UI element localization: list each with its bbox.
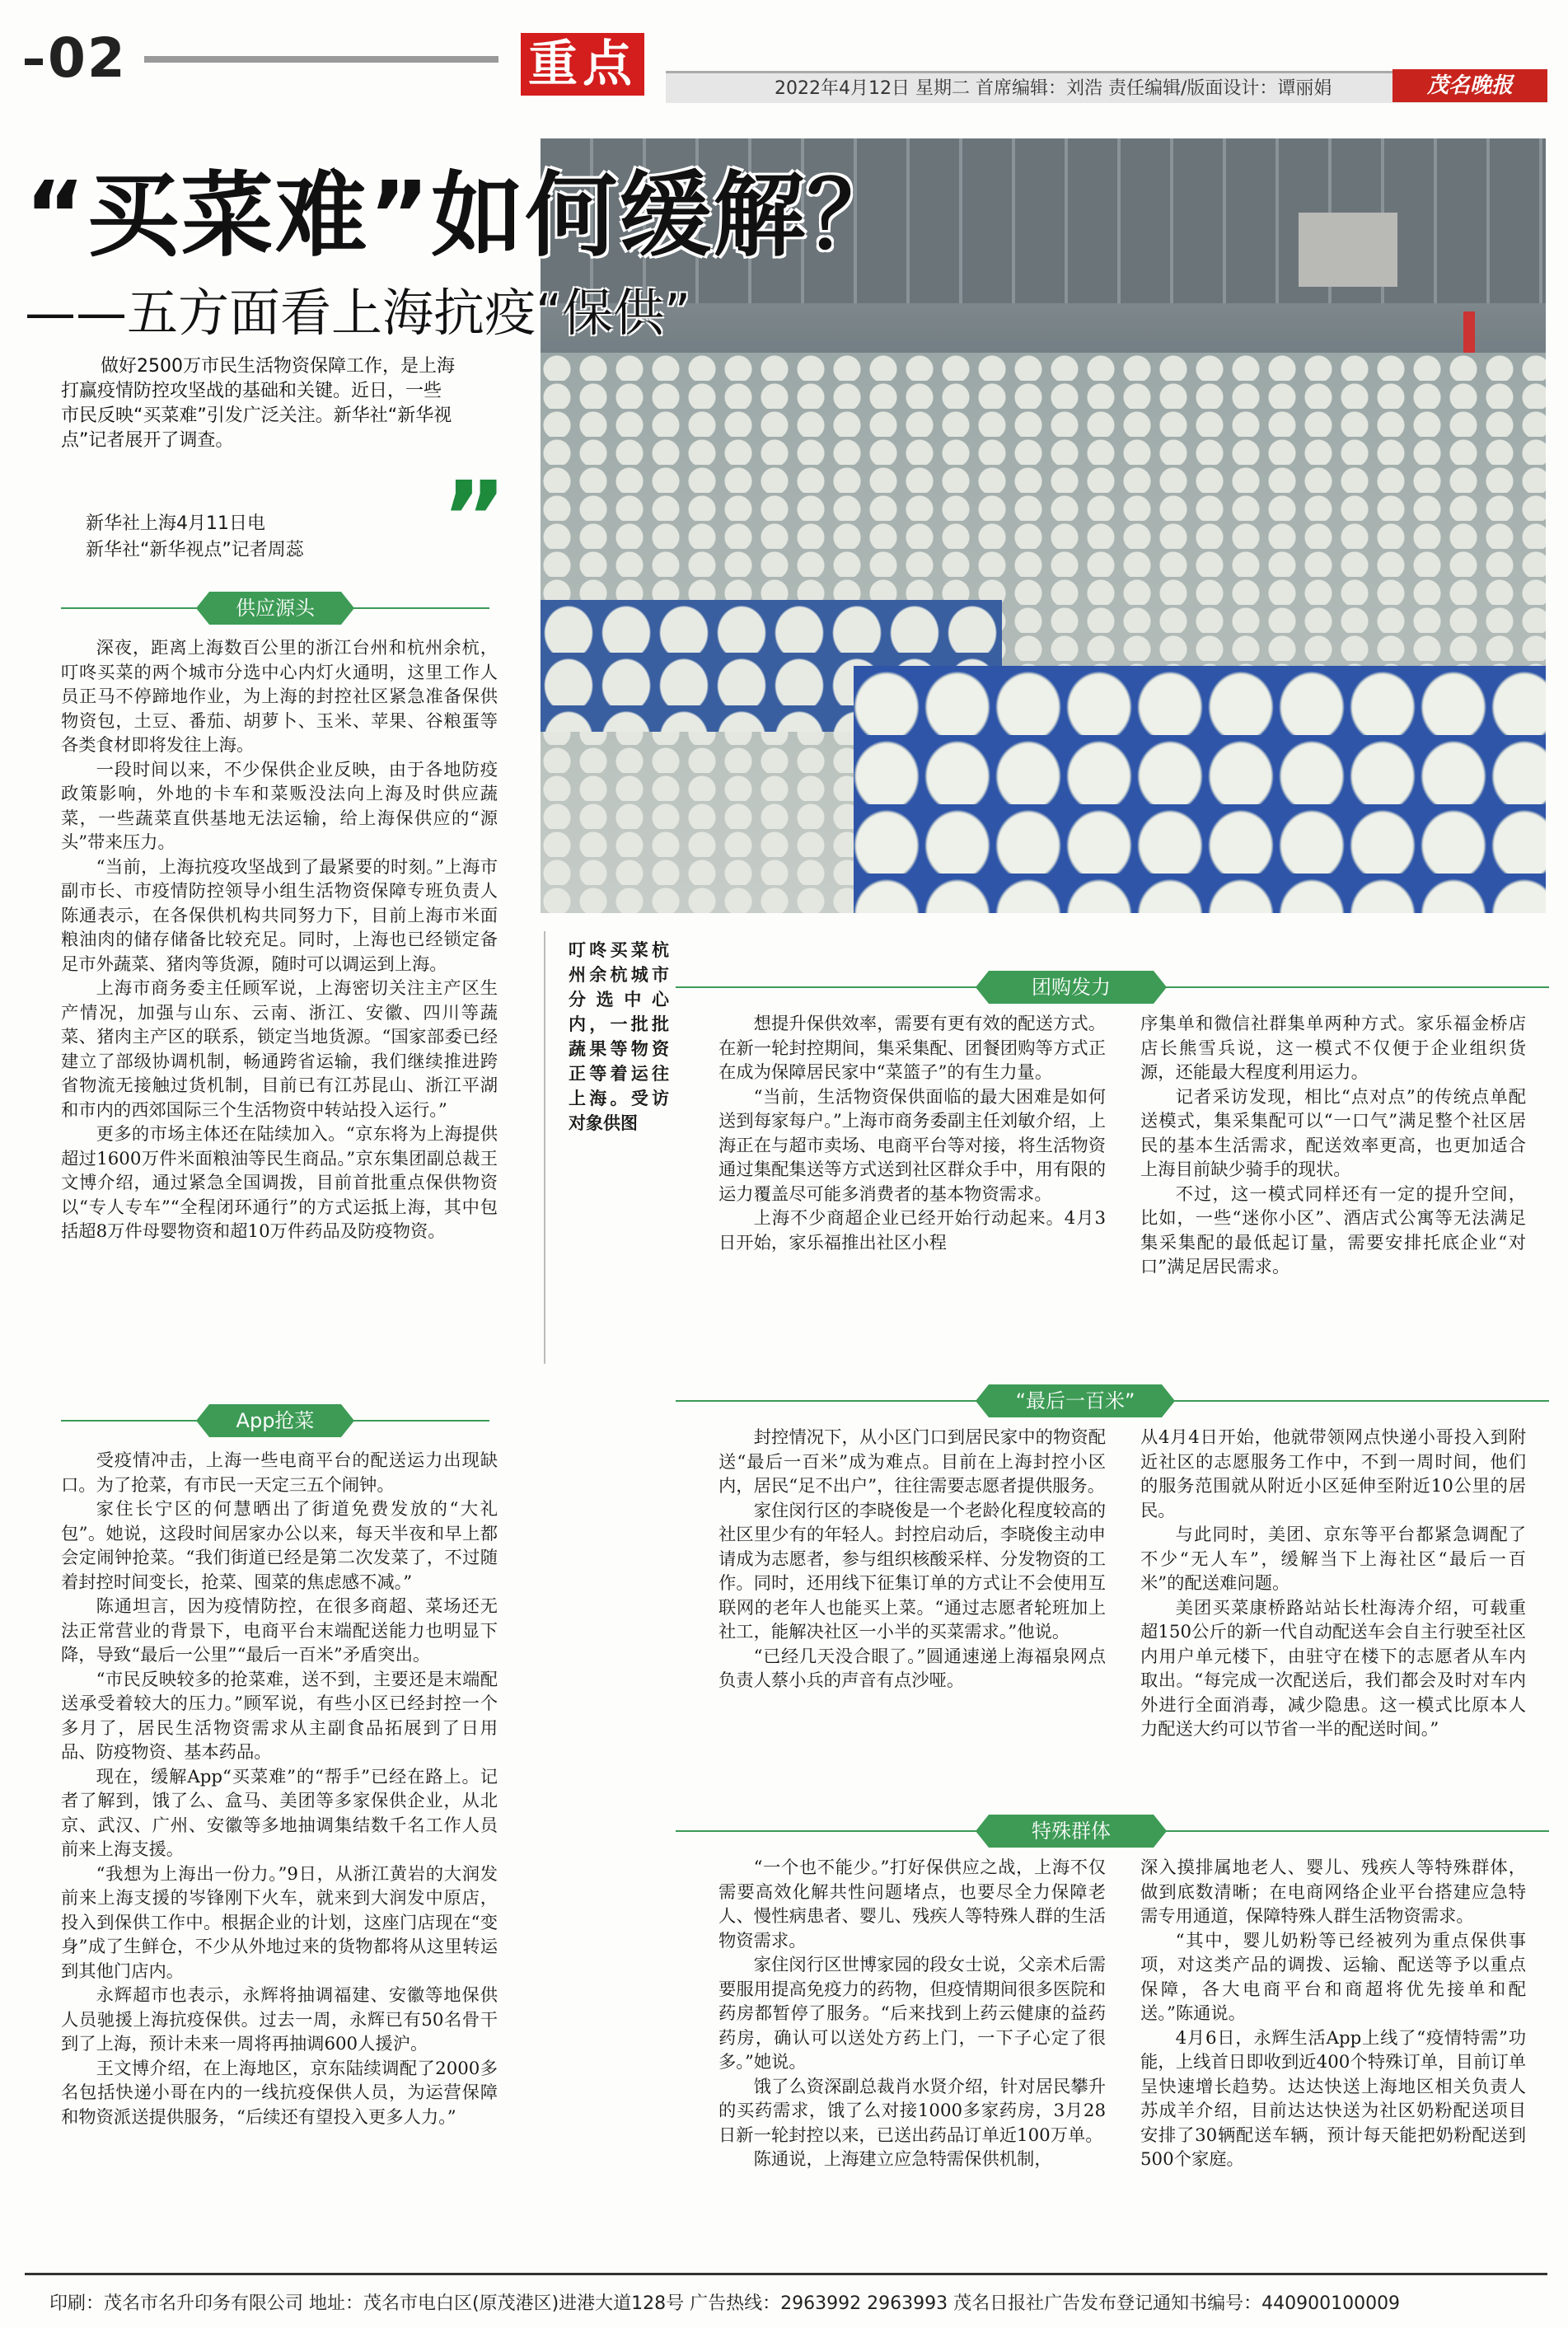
paragraph: “一个也不能少。”打好保供应之战，上海不仅需要高效化解共性问题堵点，也要尽全力保障老人、慢性病患者、婴儿、残疾人等特殊人群的生活物资需求。 [718,1857,1106,1951]
section-title: 特殊群体 [989,1815,1154,1848]
paragraph: 家住长宁区的何慧晒出了街道免费发放的“大礼包”。她说，这段时间居家办公以来，每天半夜和早上都会定闹钟抢菜。“我们街道已经是第二次发菜了，不过随着封控时间变长，抢菜、囤菜的焦虑感不减。” [61,1499,498,1593]
paragraph: “我想为上海出一份力。”9日，从浙江黄岩的大润发前来上海支援的岑锋刚下火车，就来到大润发中原店，投入到保供工作中。根据企业的计划，这座门店现在“变身”成了生鲜仓，不少从外地过来的货物都将从这里转运到其他门店内。 [61,1863,498,1982]
paragraph: 序集单和微信社群集单两种方式。家乐福金桥店店长熊雪兵说，这一模式不仅便于企业组织货源，还能最大程度利用运力。 [1140,1014,1526,1083]
section-head-special-groups [676,1815,1549,1848]
paragraph: 不过，这一模式同样还有一定的提升空间，比如，一些“迷你小区”、酒店式公寓等无法满足集采集配的最低起订量，需要安排托底企业“对口”满足居民需求。 [1140,1183,1526,1277]
paragraph: 记者采访发现，相比“点对点”的传统点单配送模式，集采集配可以“一口气”满足整个社区居民的基本生活需求，配送效率更高，也更加适合上海目前缺少骑手的现状。 [1140,1086,1526,1180]
section-head-app [61,1404,489,1437]
page-number: 02 [25,26,127,90]
section-title: 团购发力 [989,971,1154,1004]
paragraph: “当前，生活物资保供面临的最大困难是如何送到每家每户。”上海市商务委副主任刘敏介绍，上海正在与超市卖场、电商平台等对接，将生活物资通过集配集送等方式送到社区群众手中，用有限的运力覆盖尽可能多消费者的基本物资需求。 [718,1086,1106,1205]
paragraph: 一段时间以来，不少保供企业反映，由于各地防疫政策影响，外地的卡车和菜贩没法向上海及时供应蔬菜，一些蔬菜直供基地无法运输，给上海保供应的“源头”带来压力。 [61,759,498,853]
footer-imprint: 印刷：茂名市名升印务有限公司 地址：茂名市电白区(原茂港区)进港大道128号 广告热线：2963992 2963993 茂名日报社广告发布登记通知书编号：440900100009 [49,2293,1401,2314]
headline: “买菜难”如何缓解？ [25,162,901,269]
section-body-special-groups-right [1140,1856,1526,2172]
quote-mark-icon: ” [442,461,507,576]
paragraph: 深入摸排属地老人、婴儿、残疾人等特殊群体，做到底数清晰；在电商网络企业平台搭建应急特需专用通道，保障特殊人群生活物资需求。 [1140,1857,1526,1927]
paragraph: 美团买菜康桥路站站长杜海涛介绍，可载重超150公斤的新一代自动配送车会自主行驶至社区内用户单元楼下，由驻守在楼下的志愿者从车内取出。“每完成一次配送后，我们都会及时对车内外进行全面消毒，减少隐患。这一模式比原本人力配送大约可以节省一半的配送时间。” [1140,1597,1526,1740]
paragraph: “当前，上海抗疫攻坚战到了最紧要的时刻。”上海市副市长、市疫情防控领导小组生活物资保障专班负责人陈通表示，在各保供机构共同努力下，目前上海市米面粮油肉的储存储备比较充足。同时，上海也已经锁定备足市外蔬菜、猪肉等货源，随时可以调运到上海。 [61,856,498,975]
section-body-groupbuy-right [1140,1012,1526,1280]
paragraph: 家住闵行区的李晓俊是一个老龄化程度较高的社区里少有的年轻人。封控启动后，李晓俊主动申请成为志愿者，参与组织核酸采样、分发物资的工作。同时，还用线下征集订单的方式让不会使用互联网的老年人也能买上菜。“通过志愿者轮班加上社工，能解决社区一小半的买菜需求。”他说。 [718,1500,1106,1642]
section-head-last-100m [676,1384,1549,1417]
paragraph: 受疫情冲击，上海一些电商平台的配送运力出现缺口。为了抢菜，有市民一天定三五个闹钟。 [61,1450,498,1496]
newspaper-logo: 茂名晚报 [1392,69,1547,102]
paragraph: 饿了么资深副总裁肖水贤介绍，针对居民攀升的买药需求，饿了么对接1000多家药房，3月28日新一轮封控以来，已送出药品订单近100万单。 [718,2076,1106,2146]
paragraph: 永辉超市也表示，永辉将抽调福建、安徽等地保供人员驰援上海抗疫保供。过去一周，永辉已有50名骨干到了上海，预计未来一周将再抽调600人援沪。 [61,1985,498,2054]
paragraph: 家住闵行区世博家园的段女士说，父亲术后需要服用提高免疫力的药物，但疫情期间很多医院和药房都暂停了服务。“后来找到上药云健康的益药药房，确认可以送处方药上门，一下子心定了很多。”她说。 [718,1955,1106,2073]
section-title: “最后一百米” [989,1384,1162,1417]
section-body-last-100m-right [1140,1426,1526,1742]
photo-sign [1299,213,1397,287]
paragraph: 陈通坦言，因为疫情防控，在很多商超、菜场还无法正常营业的背景下，电商平台末端配送能力也明显下降，导致“最后一公里”“最后一百米”矛盾突出。 [61,1596,498,1665]
photo-pallet-front [854,666,1546,913]
paragraph: 上海不少商超企业已经开始行动起来。4月3日开始，家乐福推出社区小程 [718,1208,1106,1253]
section-body-app [61,1449,498,2129]
paragraph: 陈通说，上海建立应急特需保供机制， [753,2149,1052,2170]
header-info: 2022年4月12日 星期二 首席编辑：刘浩 责任编辑/版面设计：谭丽娟 [775,78,1332,99]
paragraph: 从4月4日开始，他就带领网点快递小哥投入到附近社区的志愿服务工作中，不到一周时间，他们的服务范围就从附近小区延伸至附近10公里的居民。 [1140,1427,1526,1521]
paragraph: 与此同时，美团、京东等平台都紧急调配了不少“无人车”，缓解当下上海社区“最后一百米”的配送难问题。 [1140,1525,1526,1594]
paragraph: 4月6日，永辉生活App上线了“疫情特需”功能，上线首日即收到近400个特殊订单，目前订单呈快速增长趋势。达达快送上海地区相关负责人苏成羊介绍，目前达达快送为社区奶粉配送项目安排了30辆配送车辆，预计每天能把奶粉配送到500个家庭。 [1140,2027,1526,2170]
paragraph: 深夜，距离上海数百公里的浙江台州和杭州余杭，叮咚买菜的两个城市分选中心内灯火通明，这里工作人员正马不停蹄地作业，为上海的封控社区紧急准备保供物资包，土豆、番茄、胡萝卜、玉米、苹果、谷粮蛋等各类食材即将发往上海。 [61,638,498,756]
section-head-groupbuy [676,971,1549,1004]
photo-caption: 叮咚买菜杭州余杭城市分选中心内，一批批蔬果等物资正等着运往上海。受访对象供图 [569,940,669,1133]
paragraph: 更多的市场主体还在陆续加入。“京东将为上海提供超过1600万件米面粮油等民生商品。”京东集团副总裁王文博介绍，通过紧急全国调拨，目前首批重点保供物资以“专人专车”“全程闭环通行”的方式运抵上海，其中包括超8万件母婴物资和超10万件药品及防疫物资。 [61,1124,498,1242]
section-body-last-100m-left [718,1426,1106,1693]
paragraph: 想提升保供效率，需要有更有效的配送方式。在新一轮封控期间，集采集配、团餐团购等方式正在成为保障居民家中“菜篮子”的有生力量。 [718,1014,1106,1083]
footer-rule [25,2273,1547,2275]
paragraph: 上海市商务委主任顾军说，上海密切关注主产区生产情况，加强与山东、云南、浙江、安徽、四川等蔬菜、猪肉主产区的联系，锁定当地货源。“国家部委已经建立了部级协调机制，畅通跨省运输，我们继续推进跨省物流无接触过货机制，目前已有江苏昆山、浙江平湖和市内的西郊国际三个生活物资中转站投入运行。” [61,978,498,1121]
caption-divider [544,931,545,1364]
paragraph: “已经几天没合眼了。”圆通速递上海福泉网点负责人蔡小兵的声音有点沙哑。 [718,1646,1106,1691]
byline [86,511,432,564]
byline-dateline: 新华社上海4月11日电 [86,513,265,534]
lead-paragraph: 做好2500万市民生活物资保障工作，是上海打赢疫情防控攻坚战的基础和关键。近日，一些市民反映“买菜难”引发广泛关注。新华社“新华视点”记者展开了调查。 [61,356,455,451]
section-head-supply [61,592,489,625]
paragraph: 现在，缓解App“买菜难”的“帮手”已经在路上。记者了解到，饿了么、盒马、美团等多家保供企业，从北京、武汉、广州、安徽等多地抽调集结数千名工作人员前来上海支援。 [61,1766,498,1860]
header-rule [144,56,498,63]
paragraph: 王文博介绍，在上海地区，京东陆续调配了2000多名包括快递小哥在内的一线抗疫保供人员，为运营保障和物资派送提供服务，“后续还有望投入更多人力。” [61,2058,498,2128]
section-body-supply [61,636,498,1244]
paragraph: “其中，婴儿奶粉等已经被列为重点保供事项，对这类产品的调拨、运输、配送等予以重点保障，各大电商平台和商超将优先接单和配送。”陈通说。 [1140,1930,1526,2024]
subheadline: ——五方面看上海抗疫“保供” [25,283,691,343]
byline-reporter: 新华社“新华视点”记者周蕊 [86,540,304,560]
section-title: 供应源头 [209,592,341,625]
section-title: App抢菜 [209,1404,341,1437]
paragraph: “市民反映较多的抢菜难，送不到，主要还是末端配送承受着较大的压力。”顾军说，有些小区已经封控一个多月了，居民生活物资需求从主副食品拓展到了日用品、防疫物资、基本药品。 [61,1669,498,1763]
section-body-special-groups-left [718,1856,1106,2172]
section-tag: 重点 [521,33,644,96]
section-body-groupbuy-left [718,1012,1106,1255]
paragraph: 封控情况下，从小区门口到居民家中的物资配送“最后一百米”成为难点。目前在上海封控小区内，居民“足不出户”，往往需要志愿者提供服务。 [718,1427,1106,1497]
